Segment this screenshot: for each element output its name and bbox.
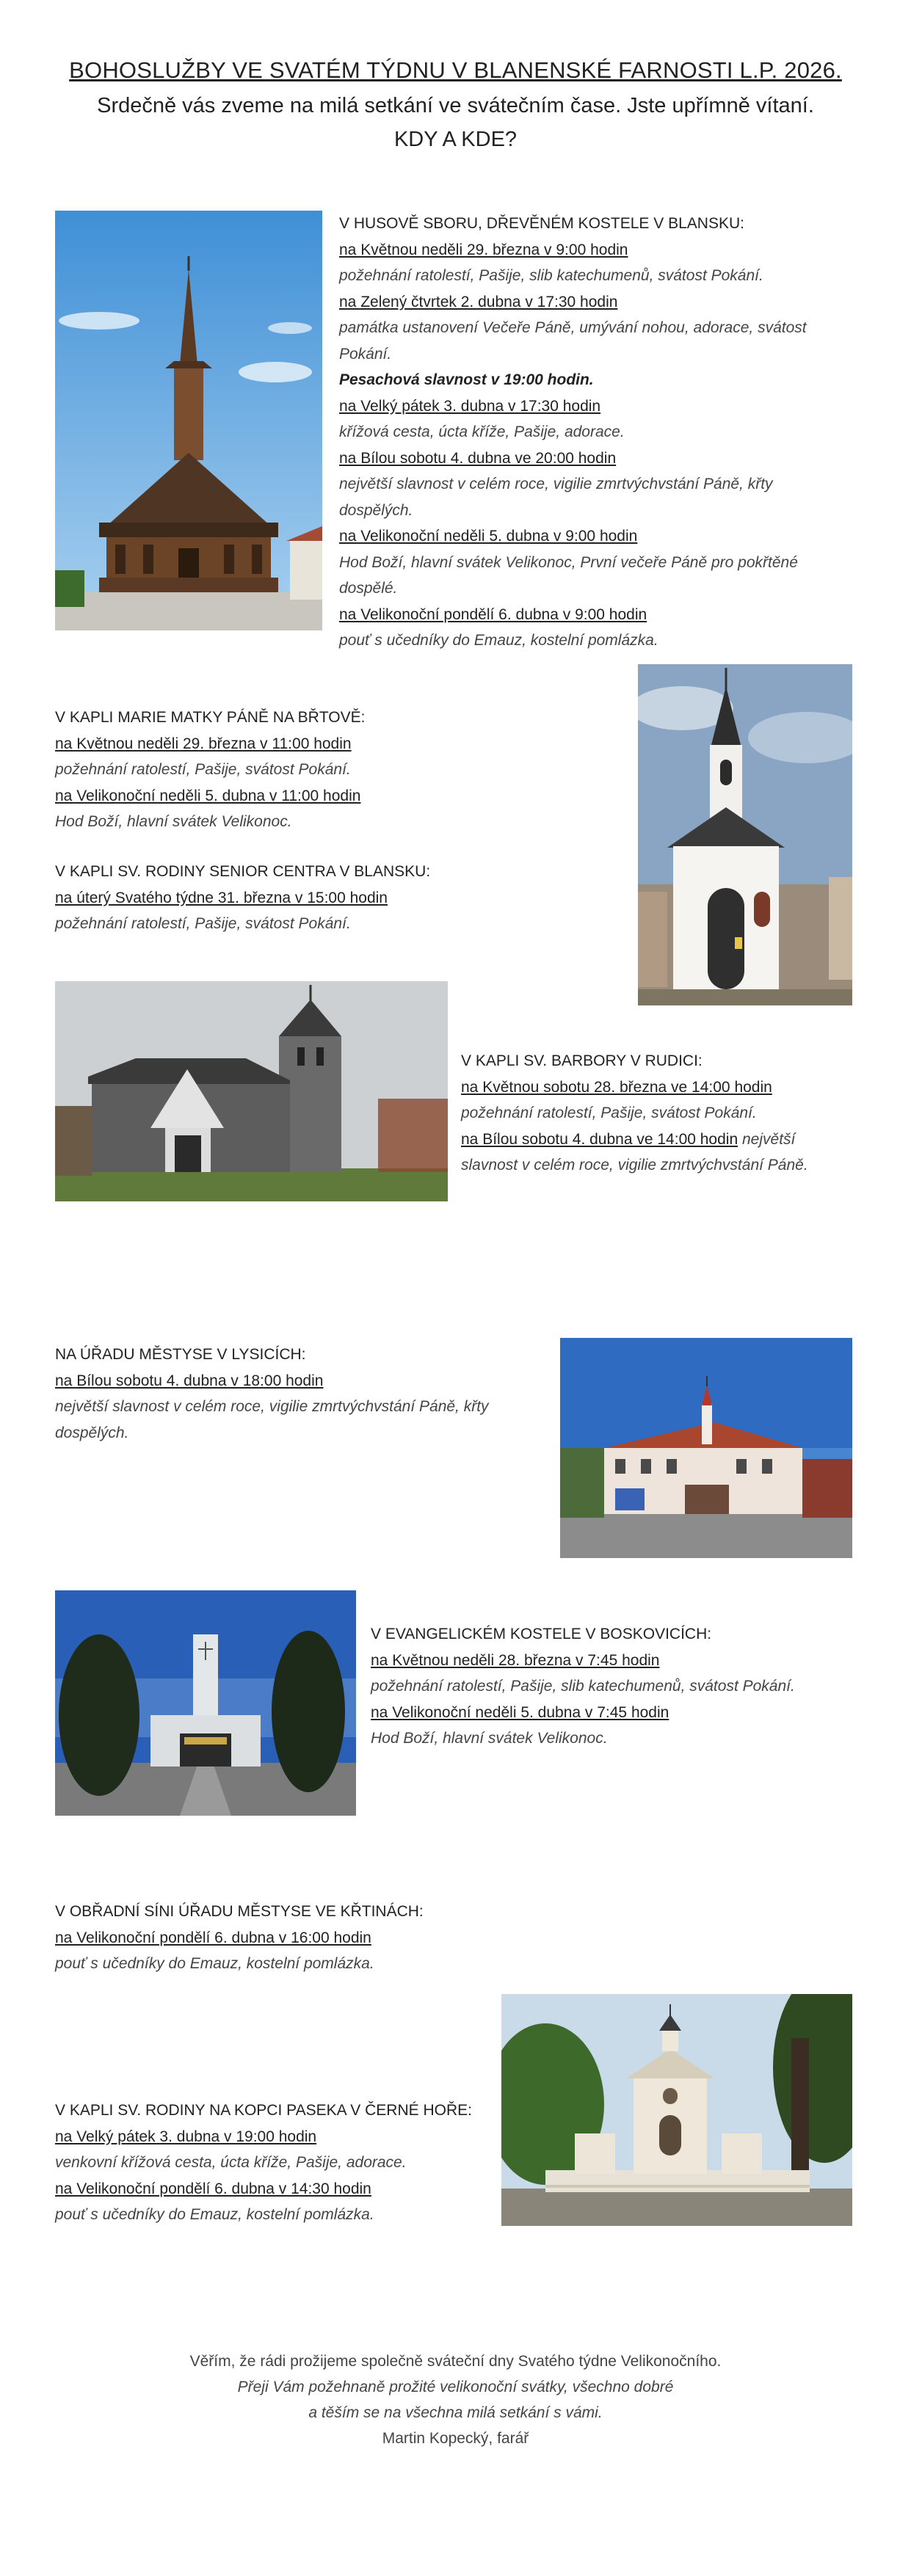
event-description: požehnání ratolestí, Pašije, slib katechumenů, svátost Pokání.	[371, 1678, 795, 1695]
section-heading: V KAPLI SV. BARBORY V RUDICI:	[461, 1052, 703, 1069]
event-date: na Velikonoční pondělí 6. dubna v 14:30 hodin	[55, 2180, 371, 2197]
section-heading: V HUSOVĚ SBORU, DŘEVĚNÉM KOSTELE V BLANSKU:	[339, 215, 744, 232]
event-date: na Velikonoční pondělí 6. dubna v 16:00 hodin	[55, 1929, 371, 1946]
event-date: na Velikonoční neděli 5. dubna v 11:00 hodin	[55, 787, 361, 804]
page-subtitle: Srdečně vás zveme na milá setkání ve svátečním čase. Jste upřímně vítaní.	[97, 94, 814, 117]
section-heading: V KAPLI MARIE MATKY PÁNĚ NA BŘTOVĚ:	[55, 709, 366, 726]
section-heading: V KAPLI SV. RODINY SENIOR CENTRA V BLANSKU:	[55, 863, 431, 880]
event-description: křížová cesta, úcta kříže, Pašije, adorace.	[339, 423, 625, 440]
event-date: na Velikonoční pondělí 6. dubna v 9:00 hodin	[339, 605, 647, 623]
section-boskovice	[371, 1621, 877, 1752]
event-date: na Květnou sobotu 28. března ve 14:00 hodin	[461, 1078, 772, 1096]
signature: Martin Kopecký, farář	[382, 2430, 529, 2447]
town-hall-photo	[560, 1338, 852, 1558]
event-date: na Bílou sobotu 4. dubna v 18:00 hodin	[55, 1372, 324, 1389]
section-lysice	[55, 1342, 569, 1446]
event-description: dospělých.	[55, 1424, 129, 1441]
section-rudice	[461, 1048, 872, 1179]
event-description: největší slavnost v celém roce, vigilie zmrtvýchvstání Páně, křty	[339, 476, 773, 492]
page-title: BOHOSLUŽBY VE SVATÉM TÝDNU V BLANENSKÉ FARNOSTI L.P. 2026.	[69, 57, 842, 83]
evangelical-church-photo	[55, 1590, 356, 1816]
pesach-note: Pesachová slavnost v 19:00 hodin.	[339, 371, 594, 388]
event-date: na Bílou sobotu 4. dubna ve 20:00 hodin	[339, 449, 617, 467]
section-heading: NA ÚŘADU MĚSTYSE V LYSICÍCH:	[55, 1346, 306, 1363]
event-description: dospělých.	[339, 501, 413, 519]
closing-line: a těším se na všechna milá setkání s vámi.	[308, 2404, 603, 2421]
closing-line: Věřím, že rádi prožijeme společně sváteční dny Svatého týdne Velikonočního.	[189, 2353, 722, 2370]
closing-line: Přeji Vám požehnaně prožité velikonoční svátky, všechno dobré	[237, 2379, 674, 2395]
event-description: Hod Boží, hlavní svátek Velikonoc.	[55, 813, 292, 830]
section-heading: V KAPLI SV. RODINY NA KOPCI PASEKA V ČERNÉ HOŘE:	[55, 2102, 472, 2119]
event-date: na Zelený čtvrtek 2. dubna v 17:30 hodin	[339, 293, 618, 310]
event-date: na Květnou neděli 28. března v 7:45 hodin	[371, 1651, 660, 1669]
wooden-church-photo	[55, 211, 322, 630]
section-krtiny	[55, 1899, 613, 1977]
event-description: venkovní křížová cesta, úcta kříže, Pašije, adorace.	[55, 2154, 407, 2171]
event-description: požehnání ratolestí, Pašije, svátost Pokání.	[55, 915, 351, 932]
event-description: pouť s učedníky do Emauz, kostelní pomlázka.	[339, 632, 658, 649]
section-senior-centrum	[55, 859, 613, 937]
event-description: požehnání ratolestí, Pašije, slib katechumenů, svátost Pokání.	[339, 267, 763, 284]
section-paseka	[55, 2097, 569, 2228]
event-description: požehnání ratolestí, Pašije, svátost Pokání.	[55, 761, 351, 778]
event-description: pouť s učedníky do Emauz, kostelní pomlázka.	[55, 1955, 374, 1972]
event-date: na Velký pátek 3. dubna v 17:30 hodin	[339, 397, 601, 415]
event-date: na úterý Svatého týdne 31. března v 15:00 hodin	[55, 889, 388, 906]
section-brtov	[55, 705, 613, 835]
event-description: Hod Boží, hlavní svátek Velikonoc, První večeře Páně pro pokřtěné	[339, 553, 798, 571]
closing-message	[0, 2348, 911, 2451]
event-date: na Květnou neděli 29. března v 11:00 hodin	[55, 735, 352, 752]
event-description: památka ustanovení Večeře Páně, umývání nohou, adorace, svátost	[339, 319, 807, 336]
event-line	[461, 1127, 872, 1153]
section-husuv-sbor	[339, 211, 868, 654]
event-date: na Květnou neděli 29. března v 9:00 hodin	[339, 241, 628, 258]
event-description: největší slavnost v celém roce, vigilie zmrtvýchvstání Páně, křty	[55, 1398, 489, 1415]
event-date: na Bílou sobotu 4. dubna ve 14:00 hodin	[461, 1130, 738, 1148]
white-chapel-photo	[638, 664, 852, 1005]
stone-chapel-photo	[55, 981, 448, 1201]
event-date: na Velký pátek 3. dubna v 19:00 hodin	[55, 2128, 317, 2145]
section-heading: V OBŘADNÍ SÍNI ÚŘADU MĚSTYSE VE KŘTINÁCH:	[55, 1903, 424, 1920]
event-description: požehnání ratolestí, Pašije, svátost Pokání.	[461, 1105, 757, 1121]
event-description: dospělé.	[339, 580, 398, 597]
event-date: na Velikonoční neděli 5. dubna v 7:45 hodin	[371, 1703, 669, 1721]
section-heading: V EVANGELICKÉM KOSTELE V BOSKOVICÍCH:	[371, 1626, 712, 1642]
event-description: největší	[741, 1130, 796, 1148]
event-description: pouť s učedníky do Emauz, kostelní pomlázka.	[55, 2206, 374, 2223]
event-description: Pokání.	[339, 345, 392, 363]
event-date: na Velikonoční neděli 5. dubna v 9:00 hodin	[339, 528, 638, 545]
event-description: Hod Boží, hlavní svátek Velikonoc.	[371, 1730, 608, 1747]
event-description: slavnost v celém roce, vigilie zmrtvýchvstání Páně.	[461, 1157, 808, 1174]
question-heading: KDY A KDE?	[393, 128, 518, 151]
